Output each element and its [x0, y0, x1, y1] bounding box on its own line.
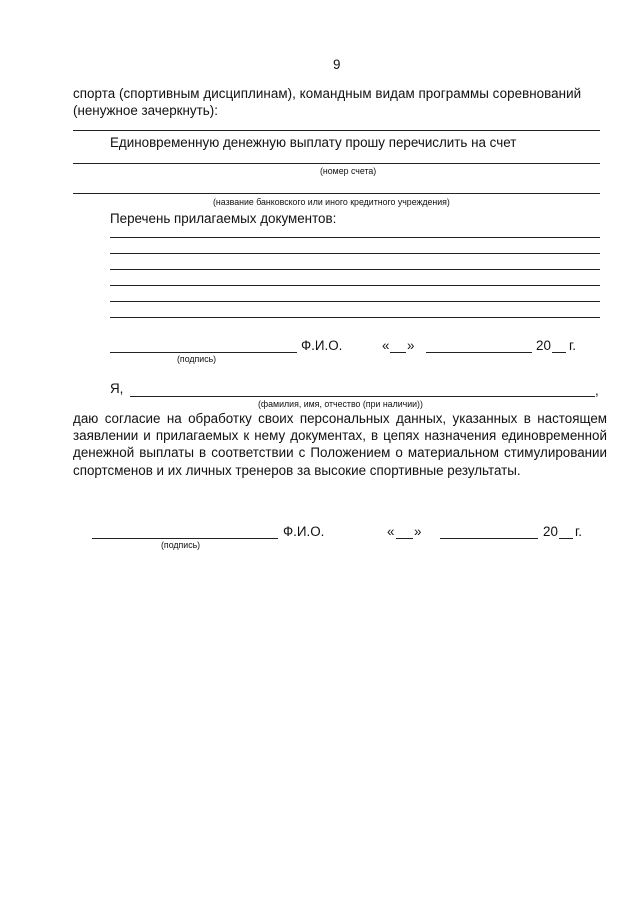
signature-line-1[interactable] — [110, 352, 297, 353]
bank-name-line[interactable] — [73, 193, 600, 194]
date-quote-close-1: » — [407, 338, 415, 353]
date-quote-open-2: « — [387, 524, 395, 539]
consent-paragraph: даю согласие на обработку своих персональных данных, указанных в настоящем заявлении и прилагаемых к нему документах, в цепях назначения единовременной денежной выплаты в соответствии с Положением о материальном стимулировании спортсменов и их личных тренеров за высокие спортивные результаты. — [73, 411, 607, 478]
full-name-line[interactable] — [130, 396, 595, 397]
full-name-comma: , — [595, 383, 599, 398]
sport-blank-line[interactable] — [73, 130, 600, 131]
date-month-line-1[interactable] — [426, 352, 532, 353]
account-number-caption: (номер счета) — [320, 166, 377, 176]
year-prefix-1: 20 — [536, 338, 551, 353]
full-name-caption: (фамилия, имя, отчество (при наличии)) — [258, 399, 423, 409]
payment-request-text: Единовременную денежную выплату прошу перечислить на счет — [110, 135, 517, 150]
documents-line[interactable] — [110, 253, 600, 254]
date-month-line-2[interactable] — [440, 538, 538, 539]
documents-line[interactable] — [110, 301, 600, 302]
bank-name-caption: (название банковского или иного кредитного учреждения) — [213, 197, 450, 207]
year-suffix-2: г. — [575, 524, 582, 539]
signature-caption-2: (подпись) — [161, 540, 201, 550]
year-line-2[interactable] — [559, 538, 573, 539]
year-prefix-2: 20 — [543, 524, 558, 539]
documents-line[interactable] — [110, 285, 600, 286]
date-day-line-2[interactable] — [396, 538, 413, 539]
page-number: 9 — [333, 57, 341, 72]
date-day-line-1[interactable] — [390, 352, 406, 353]
intro-line-2: (ненужное зачеркнуть): — [73, 103, 218, 118]
year-line-1[interactable] — [552, 352, 566, 353]
intro-line-1: спорта (спортивным дисциплинам), командным видам программы соревнований — [73, 86, 582, 101]
fio-label-1: Ф.И.О. — [301, 338, 343, 353]
date-quote-open-1: « — [382, 338, 390, 353]
year-suffix-1: г. — [569, 338, 576, 353]
documents-heading: Перечень прилагаемых документов: — [110, 211, 337, 226]
consent-ya: Я, — [110, 381, 124, 396]
documents-line[interactable] — [110, 317, 600, 318]
date-quote-close-2: » — [414, 524, 422, 539]
signature-line-2[interactable] — [92, 538, 278, 539]
fio-label-2: Ф.И.О. — [283, 524, 325, 539]
account-number-line[interactable] — [73, 163, 600, 164]
documents-line[interactable] — [110, 269, 600, 270]
signature-caption-1: (подпись) — [177, 354, 217, 364]
documents-line[interactable] — [110, 237, 600, 238]
